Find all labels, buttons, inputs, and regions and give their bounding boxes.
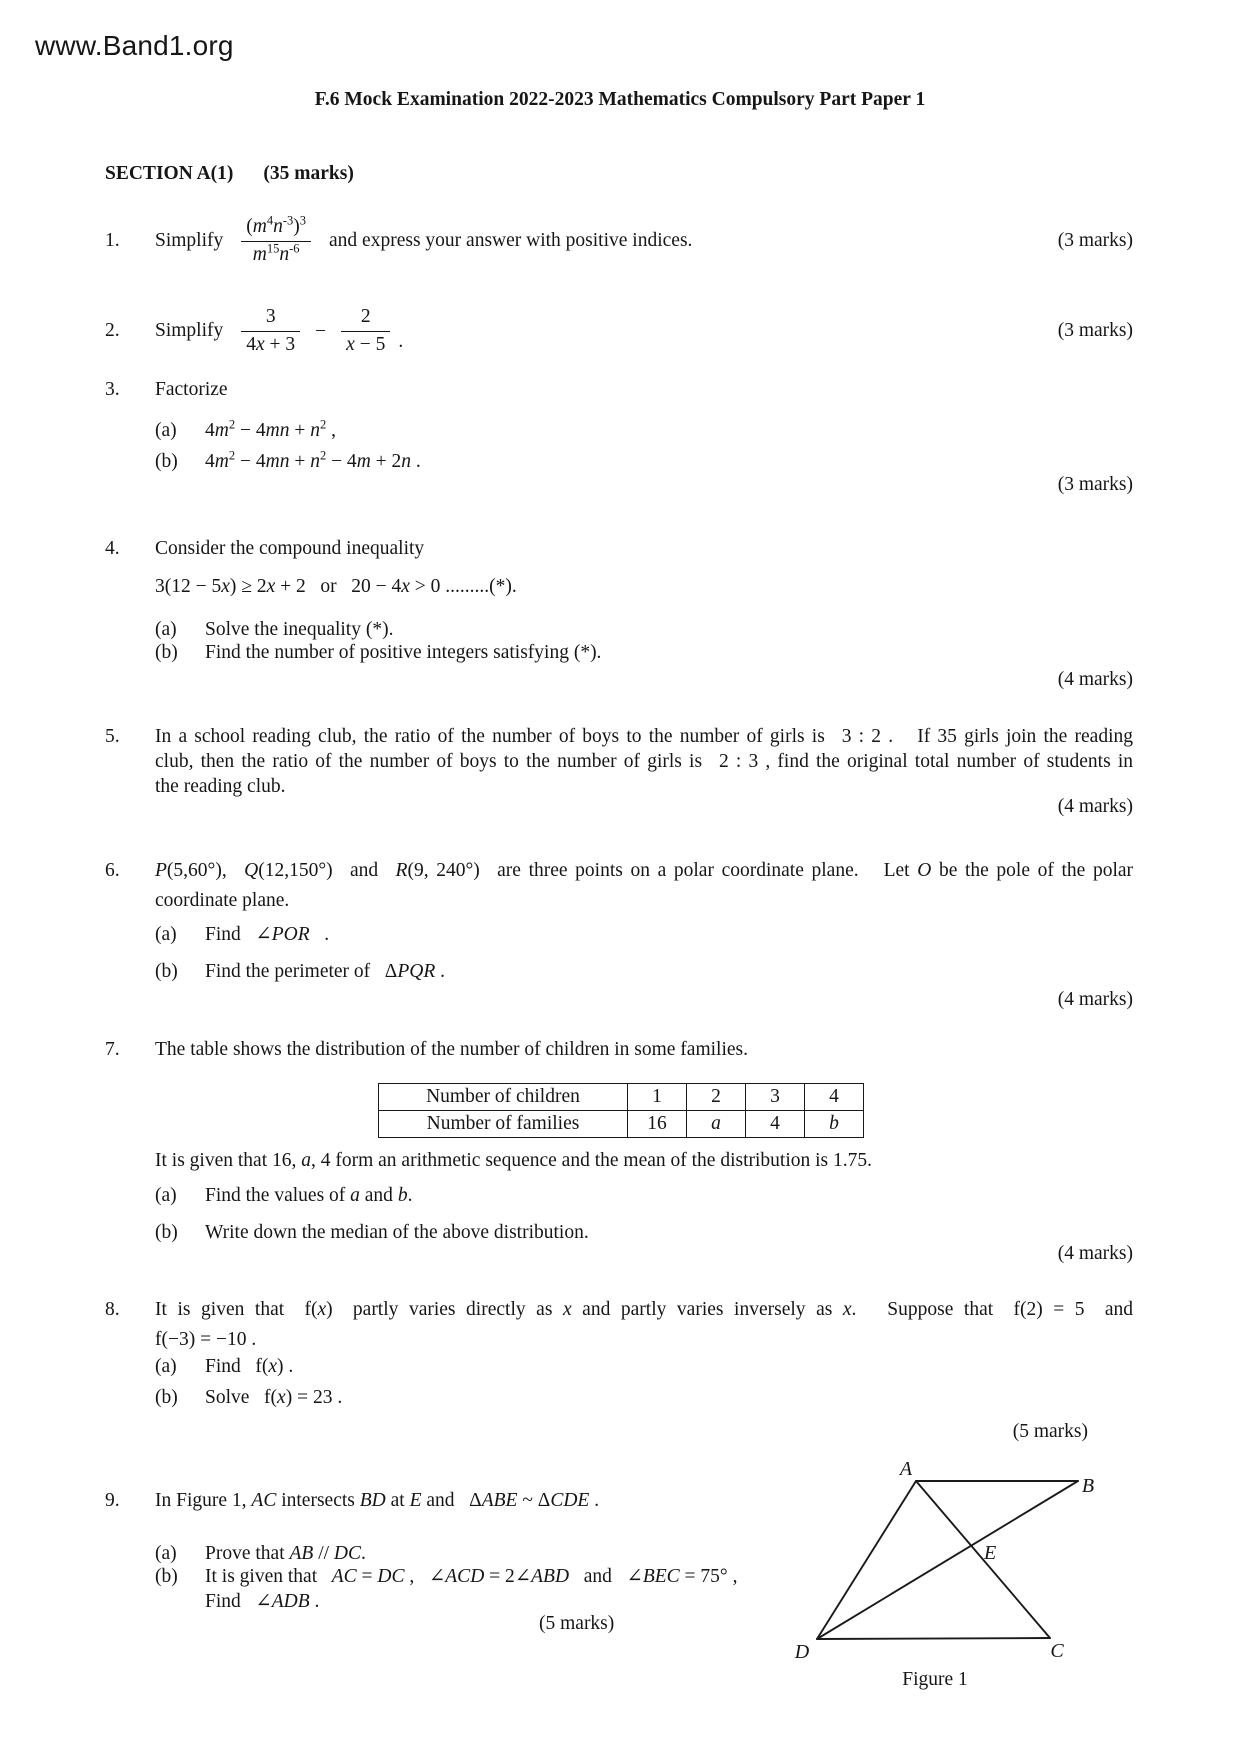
math-expression: f(x) = 23 bbox=[264, 1387, 333, 1408]
part-label: (b) bbox=[155, 642, 178, 663]
math-expression: E bbox=[409, 1490, 422, 1511]
part-label: (a) bbox=[155, 1543, 177, 1564]
part-label: (b) bbox=[155, 961, 178, 982]
figure-1 bbox=[760, 1400, 1160, 1710]
part-text: Find ∠POR . bbox=[205, 924, 330, 945]
exam-title: F.6 Mock Examination 2022-2023 Mathematics Compulsory Part Paper 1 bbox=[314, 89, 926, 110]
distribution-table bbox=[378, 1083, 864, 1138]
table-cell: 4 bbox=[746, 1111, 805, 1138]
fraction-numerator: 2 bbox=[341, 305, 390, 331]
segment-AD bbox=[817, 1481, 916, 1639]
question-number: 6. bbox=[105, 860, 120, 881]
watermark: www.Band1.org bbox=[35, 30, 234, 61]
table-row bbox=[379, 1111, 864, 1138]
question-7 bbox=[105, 1038, 1133, 1062]
question-8 bbox=[105, 1295, 1133, 1355]
question-3-part-a bbox=[155, 419, 1133, 443]
math-expression: a bbox=[350, 1185, 360, 1206]
question-text: In Figure 1, AC intersects BD at E and ΔABE ~ ΔCDE . bbox=[155, 1490, 600, 1511]
math-expression: AC = DC bbox=[331, 1566, 405, 1587]
math-expression: AB bbox=[289, 1543, 314, 1564]
fraction-denominator: 4x + 3 bbox=[246, 333, 296, 355]
question-number: 3. bbox=[105, 379, 120, 400]
question-2 bbox=[105, 296, 1133, 366]
marks-label: (3 marks) bbox=[1057, 320, 1133, 341]
marks-label: (4 marks) bbox=[1057, 989, 1133, 1010]
part-text: Prove that AB // DC. bbox=[205, 1543, 366, 1564]
math-expression: ∠BEC = 75° bbox=[626, 1566, 728, 1587]
question-3 bbox=[105, 378, 1133, 402]
table-row bbox=[379, 1084, 864, 1111]
vertex-label-a: A bbox=[899, 1458, 913, 1480]
math-expression: ∠ADB bbox=[255, 1591, 310, 1612]
marks-label: (5 marks) bbox=[539, 1613, 615, 1634]
vertex-label-b: B bbox=[1081, 1475, 1095, 1497]
question-number: 8. bbox=[105, 1299, 120, 1320]
math-expression: $4m^2 - 4mn + n^2 - 4m + 2n$ bbox=[205, 448, 412, 472]
part-label: (a) bbox=[155, 420, 177, 441]
fraction bbox=[341, 305, 390, 357]
part-label: (b) bbox=[155, 1222, 178, 1243]
question-text: and express your answer with positive indices. bbox=[329, 230, 693, 251]
table-cell: 2 bbox=[687, 1084, 746, 1111]
question-text-line: coordinate plane. bbox=[155, 890, 290, 911]
math-expression: 3(12 − 5x) ≥ 2x + 2 bbox=[155, 576, 306, 597]
question-7-part-b bbox=[155, 1221, 1133, 1245]
question-number: 9. bbox=[105, 1490, 120, 1511]
math-expression: BD bbox=[359, 1490, 386, 1511]
question-text-line: It is given that f(x) partly varies directly as x and partly varies inversely as x. Suppose that f(2) = 5 and bbox=[155, 1299, 1134, 1320]
math-expression: R(9, 240°) bbox=[395, 860, 480, 881]
question-6 bbox=[105, 860, 1133, 882]
vertex-label-c: C bbox=[1050, 1640, 1064, 1662]
table-cell: Number of children bbox=[379, 1084, 628, 1111]
math-expression: b bbox=[397, 1185, 408, 1206]
math-expression: a bbox=[301, 1150, 311, 1171]
question-text-line: the reading club. bbox=[155, 776, 286, 797]
fraction-numerator: $(m^4n^{-3})^3$ bbox=[241, 215, 311, 241]
part-text: $4m^2 - 4mn + n^2$ , bbox=[205, 417, 336, 441]
math-expression: ∠POR bbox=[255, 924, 310, 945]
question-9-part-b-line2: Find ∠ADB . bbox=[205, 1591, 320, 1612]
question-number: 4. bbox=[105, 538, 120, 559]
marks-label: (4 marks) bbox=[1057, 669, 1133, 690]
vertex-label-d: D bbox=[794, 1641, 810, 1663]
question-text: Simplify bbox=[155, 320, 224, 341]
question-text-line: In a school reading club, the ratio of the number of boys to the number of girls is 3 : 2 . If 35 girls join the reading bbox=[155, 726, 1133, 747]
math-expression: Q(12,150°) bbox=[244, 860, 333, 881]
question-1 bbox=[105, 206, 1133, 276]
math-expression: 20 − 4x > 0 bbox=[351, 576, 441, 597]
question-text-line: It is given that 16, a, 4 form an arithmetic sequence and the mean of the distribution is 1.75. bbox=[155, 1150, 872, 1171]
fraction bbox=[241, 215, 311, 267]
table-cell: b bbox=[805, 1111, 864, 1138]
part-label: (b) bbox=[155, 1387, 178, 1408]
question-text-line: club, then the ratio of the number of boys to the number of girls is 2 : 3 , find the original total number of students in bbox=[155, 751, 1133, 772]
segment-DB bbox=[817, 1481, 1078, 1639]
marks-label: (4 marks) bbox=[1057, 796, 1133, 817]
question-4-part-a bbox=[155, 618, 1133, 642]
part-text: Find the perimeter of ΔPQR . bbox=[205, 961, 446, 982]
math-expression: f(x) bbox=[255, 1356, 284, 1377]
math-expression: x bbox=[842, 1299, 852, 1320]
question-number: 5. bbox=[105, 726, 120, 747]
figure-caption: Figure 1 bbox=[902, 1669, 968, 1690]
part-label: (a) bbox=[155, 619, 177, 640]
marks-label: (3 marks) bbox=[1057, 474, 1133, 495]
math-expression: x bbox=[562, 1299, 572, 1320]
section-label: SECTION A(1) bbox=[105, 163, 234, 184]
fraction-numerator: 3 bbox=[241, 305, 300, 331]
fraction-denominator: $m^{15}n^{-6}$ bbox=[252, 241, 300, 265]
table-cell: Number of families bbox=[379, 1111, 628, 1138]
part-label: (a) bbox=[155, 924, 177, 945]
table-cell: 4 bbox=[805, 1084, 864, 1111]
question-text: Factorize bbox=[155, 379, 228, 400]
question-text-line: P(5,60°), Q(12,150°) and R(9, 240°) are three points on a polar coordinate plane. Let O be the pole of the polar bbox=[155, 860, 1134, 881]
question-7-part-a bbox=[155, 1184, 1133, 1208]
section-marks: (35 marks) bbox=[263, 163, 354, 184]
math-expression: f(x) bbox=[304, 1299, 333, 1320]
part-text: Write down the median of the above distribution. bbox=[205, 1222, 589, 1243]
figure-svg bbox=[760, 1400, 1160, 1710]
math-expression: $4m^2 - 4mn + n^2$ bbox=[205, 417, 327, 441]
part-text: Find f(x) . bbox=[205, 1356, 294, 1377]
question-4-formula: 3(12 − 5x) ≥ 2x + 2 or 20 − 4x > 0 .........(*). bbox=[155, 576, 517, 597]
math-expression: O bbox=[917, 860, 932, 881]
question-text: The table shows the distribution of the number of children in some families. bbox=[155, 1039, 748, 1060]
question-3-part-b bbox=[155, 450, 1133, 474]
part-text: Find the values of a and b. bbox=[205, 1185, 413, 1206]
table-cell: 16 bbox=[628, 1111, 687, 1138]
question-text: Consider the compound inequality bbox=[155, 538, 425, 559]
question-number: 2. bbox=[105, 320, 120, 341]
question-number: 7. bbox=[105, 1039, 120, 1060]
question-6-part-a bbox=[155, 923, 1133, 947]
part-text: Find the number of positive integers satisfying (*). bbox=[205, 642, 602, 663]
math-expression: DC bbox=[333, 1543, 362, 1564]
section-heading bbox=[105, 163, 354, 185]
question-4 bbox=[105, 537, 1133, 561]
part-text: It is given that AC = DC , ∠ACD = 2∠ABD and ∠BEC = 75° , bbox=[205, 1566, 738, 1587]
marks-label: (4 marks) bbox=[1057, 1243, 1133, 1264]
part-label: (b) bbox=[155, 1566, 178, 1587]
math-expression: ∠ACD = 2∠ABD bbox=[428, 1566, 570, 1587]
math-expression: f(2) = 5 bbox=[1013, 1299, 1085, 1320]
math-expression: AC bbox=[251, 1490, 277, 1511]
question-5 bbox=[105, 724, 1133, 799]
marks-label: (5 marks) bbox=[1012, 1421, 1088, 1442]
question-text-line: f(−3) = −10 . bbox=[155, 1329, 257, 1350]
math-expression: ΔPQR bbox=[384, 961, 436, 982]
part-text: Solve f(x) = 23 . bbox=[205, 1387, 343, 1408]
marks-label: (3 marks) bbox=[1057, 230, 1133, 251]
question-text: Simplify bbox=[155, 230, 224, 251]
math-expression: P(5,60°) bbox=[155, 860, 222, 881]
part-label: (a) bbox=[155, 1356, 177, 1377]
period: . bbox=[398, 331, 404, 352]
segment-DC bbox=[817, 1638, 1050, 1639]
question-8-part-a bbox=[155, 1355, 1133, 1379]
minus-operator: − bbox=[315, 321, 327, 342]
math-expression: f(−3) = −10 bbox=[155, 1329, 247, 1350]
part-text: Solve the inequality (*). bbox=[205, 619, 394, 640]
part-text: $4m^2 - 4mn + n^2 - 4m + 2n$ . bbox=[205, 448, 421, 472]
vertex-label-e: E bbox=[984, 1542, 997, 1564]
table-cell: 3 bbox=[746, 1084, 805, 1111]
math-expression: ΔABE ~ ΔCDE bbox=[469, 1490, 590, 1511]
question-4-part-b bbox=[155, 641, 1133, 665]
table-cell: 1 bbox=[628, 1084, 687, 1111]
part-label: (b) bbox=[155, 451, 178, 472]
question-number: 1. bbox=[105, 230, 120, 251]
segment-AC bbox=[916, 1481, 1050, 1638]
fraction-denominator: x − 5 bbox=[346, 333, 386, 355]
part-label: (a) bbox=[155, 1185, 177, 1206]
table-cell: a bbox=[687, 1111, 746, 1138]
question-6-part-b bbox=[155, 960, 1133, 984]
fraction bbox=[241, 305, 300, 357]
